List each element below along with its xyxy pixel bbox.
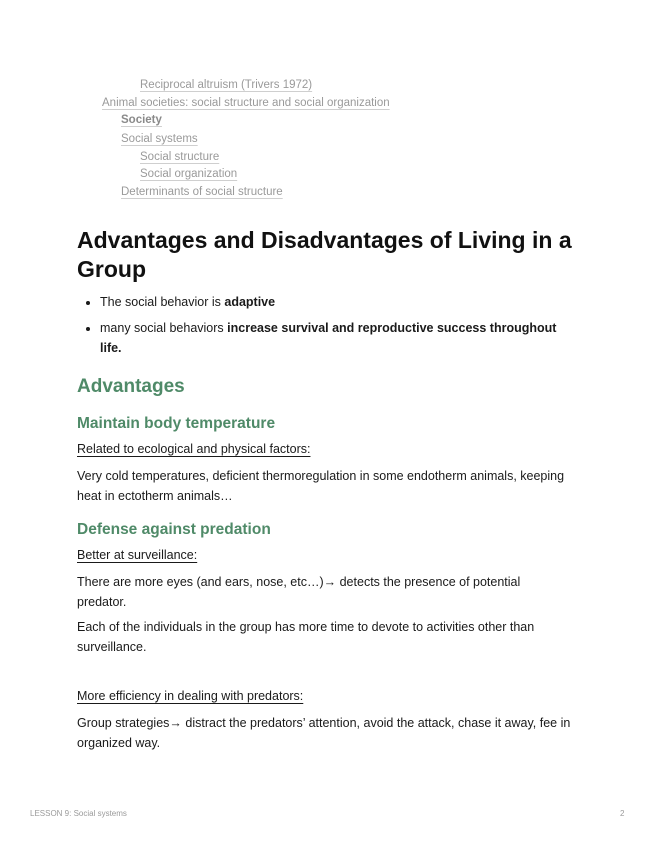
bullet-bold-text: adaptive [224, 295, 276, 309]
toc-link-animal-societies[interactable]: Animal societies: social structure and social organization [102, 97, 390, 109]
toc-link-social-organization[interactable]: Social organization [140, 168, 238, 180]
list-item [100, 318, 570, 358]
footer-page-number: 2 [620, 809, 625, 818]
advantages-heading: Advantages [77, 376, 185, 397]
toc-link-society[interactable]: Society [121, 114, 162, 126]
subheading-ecological-factors: Related to ecological and physical factors: [77, 442, 311, 456]
subheading-efficiency: More efficiency in dealing with predators: [77, 689, 304, 703]
bullet-bold-text: increase survival and reproductive success throughout life. [100, 321, 557, 355]
toc-link-reciprocal-altruism[interactable]: Reciprocal altruism (Trivers 1972) [140, 79, 313, 91]
toc-link-social-systems[interactable]: Social systems [121, 133, 198, 145]
paragraph-more-time: Each of the individuals in the group has more time to devote to activities other than surveillance. [77, 620, 535, 654]
paragraph-group-strategies: Group strategies→ distract the predators’ attention, avoid the attack, chase it away, fee in organized way. [77, 716, 571, 750]
subheading-surveillance: Better at surveillance: [77, 548, 198, 562]
page-title: Advantages and Disadvantages of Living in a Group [77, 227, 572, 282]
bullet-text: many social behaviors [100, 321, 228, 335]
list-item [100, 292, 570, 312]
bullet-text: The social behavior is [100, 295, 225, 309]
paragraph-body-temperature: Very cold temperatures, deficient thermoregulation in some endotherm animals, keeping heat in ectotherm animals… [77, 469, 565, 503]
bullet-list [77, 292, 570, 364]
toc-link-determinants[interactable]: Determinants of social structure [121, 186, 283, 198]
section-heading-defense: Defense against predation [77, 521, 271, 538]
paragraph-more-eyes: There are more eyes (and ears, nose, etc…)→ detects the presence of potential predator. [77, 575, 521, 609]
toc-link-social-structure[interactable]: Social structure [140, 151, 220, 163]
section-heading-body-temperature: Maintain body temperature [77, 415, 276, 432]
footer-lesson-label: LESSON 9: Social systems [30, 809, 127, 818]
